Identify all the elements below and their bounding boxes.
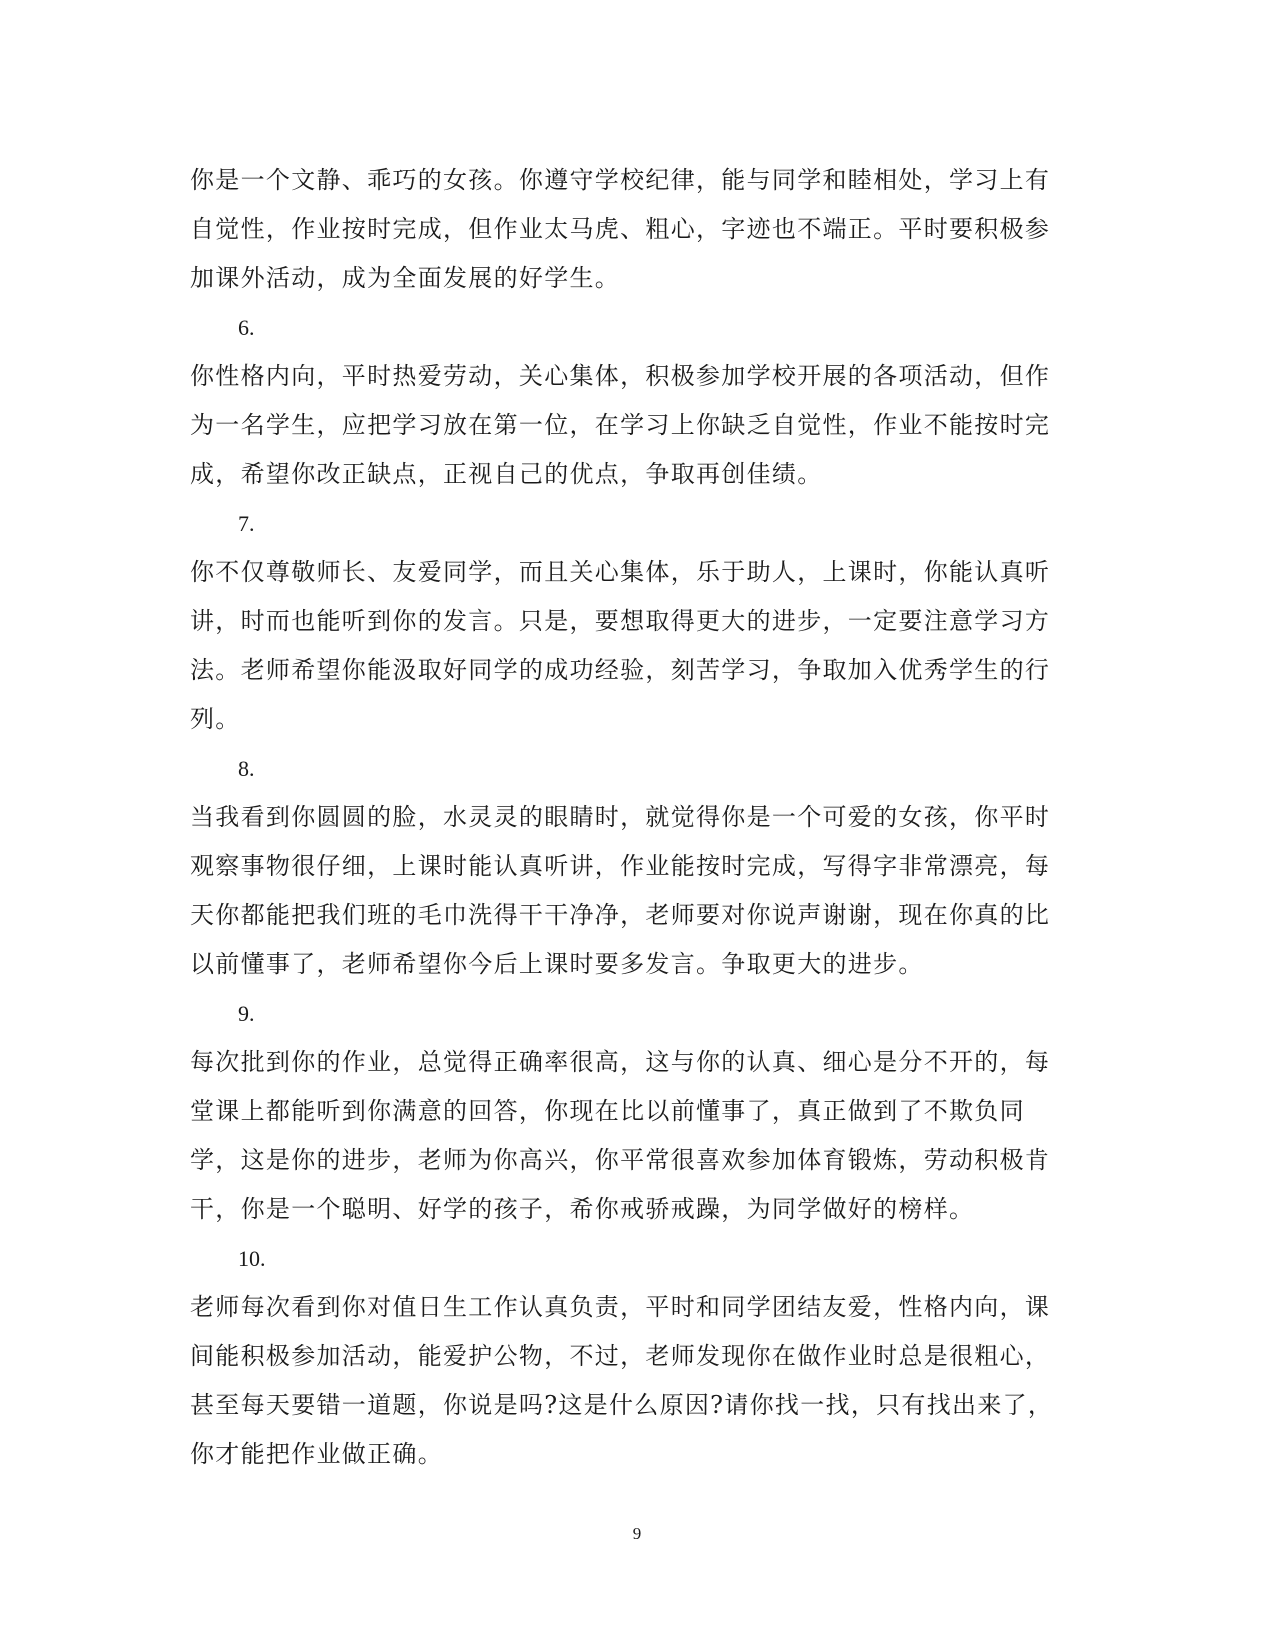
item-number: 9.	[238, 1001, 255, 1026]
item-number: 10.	[238, 1246, 266, 1271]
comment-paragraph: 老师每次看到你对值日生工作认真负责，平时和同学团结友爱，性格内向，课间能积极参加活动，能爱护公物，不过，老师发现你在做作业时总是很粗心，甚至每天要错一道题，你说是吗?这是什么原因?请你找一找，只有找出来了，你才能把作业做正确。	[190, 1293, 1054, 1468]
comment-paragraph: 当我看到你圆圆的脸，水灵灵的眼睛时，就觉得你是一个可爱的女孩，你平时观察事物很仔细，上课时能认真听讲，作业能按时完成，写得字非常漂亮，每天你都能把我们班的毛巾洗得干干净净，老师要对你说声谢谢，现在你真的比以前懂事了，老师希望你今后上课时要多发言。争取更大的进步。	[190, 803, 1051, 978]
comment-paragraph: 每次批到你的作业，总觉得正确率很高，这与你的认真、细心是分不开的，每堂课上都能听到你满意的回答，你现在比以前懂事了，真正做到了不欺负同学，这是你的进步，老师为你高兴，你平常很喜欢参加体育锻炼，劳动积极肯干，你是一个聪明、好学的孩子，希你戒骄戒躁，为同学做好的榜样。	[190, 1048, 1051, 1223]
comment-paragraph: 你不仅尊敬师长、友爱同学，而且关心集体，乐于助人，上课时，你能认真听讲，时而也能听到你的发言。只是，要想取得更大的进步，一定要注意学习方法。老师希望你能汲取好同学的成功经验，刻苦学习，争取加入优秀学生的行列。	[190, 558, 1051, 733]
comment-paragraph: 你性格内向，平时热爱劳动，关心集体，积极参加学校开展的各项活动，但作为一名学生，应把学习放在第一位，在学习上你缺乏自觉性，作业不能按时完成，希望你改正缺点，正视自己的优点，争取再创佳绩。	[190, 362, 1051, 488]
item-number: 8.	[238, 756, 255, 781]
document-body	[190, 156, 1070, 1479]
item-number: 6.	[238, 315, 255, 340]
page-number: 9	[632, 1524, 642, 1543]
comment-paragraph: 你是一个文静、乖巧的女孩。你遵守学校纪律，能与同学和睦相处，学习上有自觉性，作业按时完成，但作业太马虎、粗心，字迹也不端正。平时要积极参加课外活动，成为全面发展的好学生。	[190, 166, 1051, 292]
item-number: 7.	[238, 511, 255, 536]
